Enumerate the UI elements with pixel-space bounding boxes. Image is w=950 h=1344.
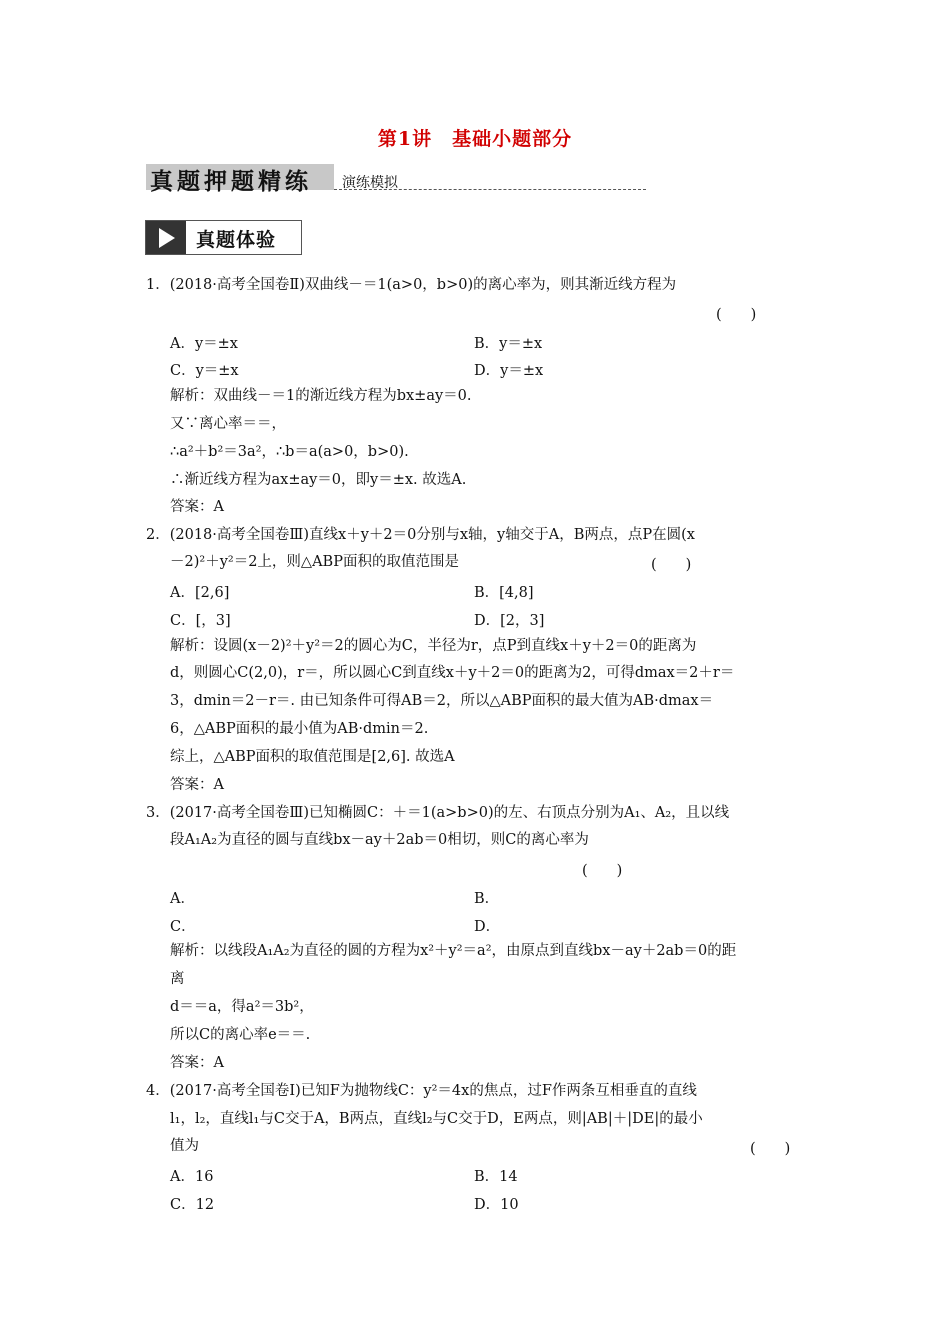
banner-main: 真题押题精练 (150, 169, 312, 195)
q2-option-a: A．[2,6] (170, 585, 230, 601)
section-label: 真题体验 (196, 229, 277, 251)
q1-paren: ( ) (716, 307, 757, 323)
q3-analysis-line: 所以C的离心率e＝＝. (170, 1027, 311, 1043)
q2-stem-line: －2)²＋y²＝2上，则△ABP面积的取值范围是 (170, 554, 459, 570)
play-icon-box (146, 221, 186, 254)
q1-option-d: D．y＝±x (474, 363, 544, 379)
q4-stem-line: l₁，l₂，直线l₁与C交于A，B两点，直线l₂与C交于D，E两点，则|AB|＋|DE|的最小 (170, 1111, 703, 1127)
q3-stem-line: 3．(2017·高考全国卷Ⅲ)已知椭圆C：＋＝1(a>b>0)的左、右顶点分别为A₁、A₂，且以线 (146, 805, 730, 821)
q2-option-d: D．[2，3] (474, 613, 545, 629)
q2-stem-line: 2．(2018·高考全国卷Ⅲ)直线x＋y＋2＝0分别与x轴，y轴交于A，B两点，点P在圆(x (146, 527, 695, 543)
q3-analysis-line: d＝＝a，得a²＝3b²， (170, 999, 314, 1015)
q3-option-c: C． (170, 919, 196, 935)
q1-analysis-line: 解析：双曲线－＝1的渐近线方程为bx±ay＝0. (170, 388, 472, 404)
q1-stem: 1．(2018·高考全国卷Ⅱ)双曲线－＝1(a>0，b>0)的离心率为，则其渐近线方程为 (146, 277, 677, 293)
banner-sub: 演练模拟 (342, 175, 398, 191)
q1-option-b: B．y＝±x (474, 336, 543, 352)
q3-paren: ( ) (582, 863, 623, 879)
q4-option-c: C．12 (170, 1197, 215, 1213)
q1-analysis-line: 又∵离心率＝＝， (170, 416, 286, 432)
q4-stem-line: 4．(2017·高考全国卷Ⅰ)已知F为抛物线C：y²＝4x的焦点，过F作两条互相垂直的直线 (146, 1083, 697, 1099)
q3-analysis-line: 离 (170, 971, 185, 987)
q2-answer: 答案：A (170, 777, 224, 793)
section-header (145, 220, 302, 255)
q1-option-a: A．y＝±x (170, 336, 238, 352)
play-icon (159, 228, 175, 248)
q2-analysis-line: 综上，△ABP面积的取值范围是[2,6]. 故选A (170, 749, 455, 765)
q1-option-c: C．y＝±x (170, 363, 239, 379)
q1-analysis-line: ∴渐近线方程为ax±ay＝0，即y＝±x. 故选A. (170, 472, 467, 488)
q4-option-d: D．10 (474, 1197, 519, 1213)
q2-analysis-line: 3，dmin＝2－r＝. 由已知条件可得AB＝2，所以△ABP面积的最大值为AB·dmax＝ (170, 693, 714, 709)
q3-option-a: A． (170, 891, 195, 907)
q2-analysis-line: d，则圆心C(2,0)，r＝，所以圆心C到直线x＋y＋2＝0的距离为2，可得dmax＝2＋r＝ (170, 665, 735, 681)
q4-paren: ( ) (750, 1141, 791, 1157)
q3-option-b: B． (474, 891, 500, 907)
q4-option-b: B．14 (474, 1169, 518, 1185)
q3-stem-line: 段A₁A₂为直径的圆与直线bx－ay＋2ab＝0相切，则C的离心率为 (170, 832, 589, 848)
q4-option-a: A．16 (170, 1169, 214, 1185)
q2-analysis-line: 6，△ABP面积的最小值为AB·dmin＝2. (170, 721, 429, 737)
q1-analysis-line: ∴a²＋b²＝3a²，∴b＝a(a>0，b>0). (170, 444, 409, 460)
q2-analysis-line: 解析：设圆(x－2)²＋y²＝2的圆心为C，半径为r，点P到直线x＋y＋2＝0的距离为 (170, 638, 697, 654)
q1-answer: 答案：A (170, 499, 224, 515)
q2-paren: ( ) (651, 557, 692, 573)
q2-option-b: B．[4,8] (474, 585, 534, 601)
q3-option-d: D． (474, 919, 501, 935)
q3-analysis-line: 解析：以线段A₁A₂为直径的圆的方程为x²＋y²＝a²，由原点到直线bx－ay＋2ab＝0的距 (170, 943, 737, 959)
q2-option-c: C．[，3] (170, 613, 231, 629)
page-title: 第1讲 基础小题部分 (377, 128, 573, 150)
q3-answer: 答案：A (170, 1055, 224, 1071)
q4-stem-line: 值为 (170, 1138, 199, 1154)
